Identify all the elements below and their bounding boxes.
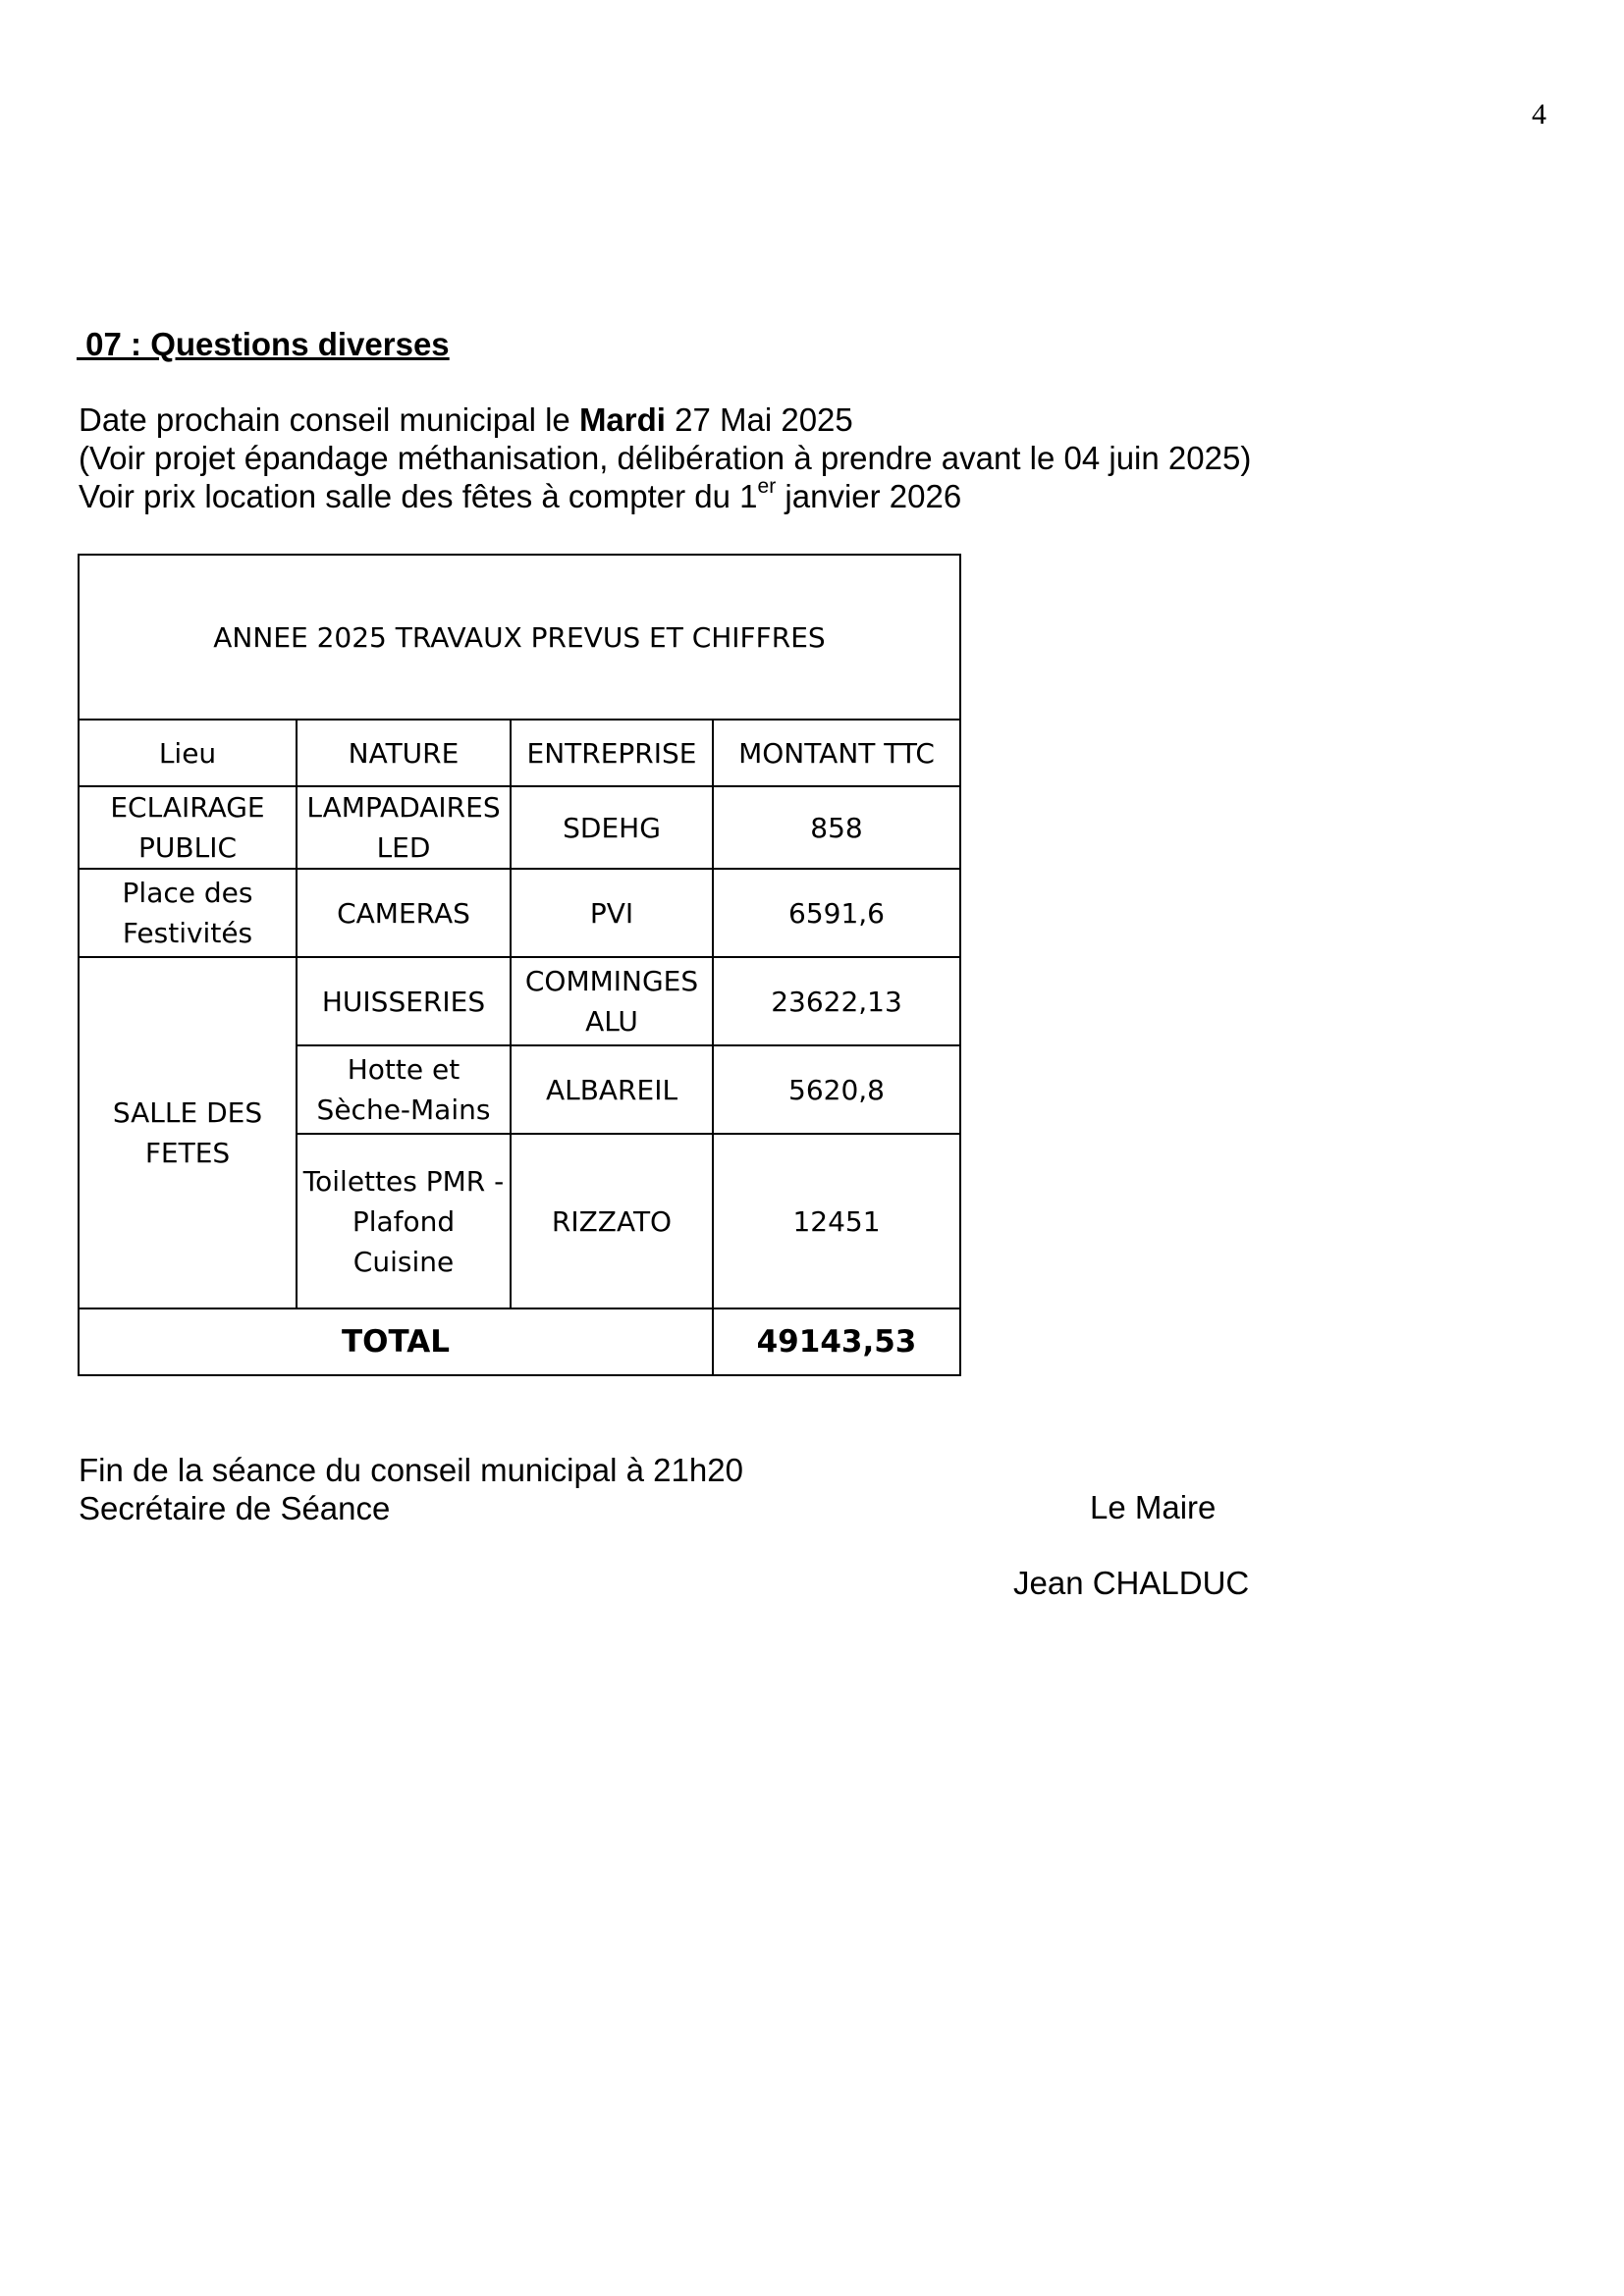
mayor-title: Le Maire	[1090, 1489, 1217, 1525]
cell-nature: CAMERAS	[297, 869, 511, 957]
cell-montant: 6591,6	[713, 869, 960, 957]
cell-lieu-merged: SALLE DES FETES	[79, 957, 297, 1308]
cell-nature: Hotte et Sèche-Mains	[297, 1045, 511, 1134]
next-meeting-date: 27 Mai 2025	[665, 401, 853, 438]
works-table	[78, 554, 961, 1376]
rental-prefix: Voir prix location salle des fêtes à compter du 1	[79, 478, 758, 514]
rental-superscript: er	[757, 475, 777, 498]
secretary-label: Secrétaire de Séance	[79, 1490, 391, 1526]
cell-nature: LAMPADAIRES LED	[297, 786, 511, 869]
cell-entreprise: RIZZATO	[511, 1134, 713, 1308]
table-row	[79, 957, 960, 1045]
cell-entreprise: PVI	[511, 869, 713, 957]
next-meeting-day: Mardi	[578, 401, 666, 438]
page-number: 4	[1532, 98, 1546, 131]
table-title: ANNEE 2025 TRAVAUX PREVUS ET CHIFFRES	[79, 555, 960, 720]
cell-nature: HUISSERIES	[297, 957, 511, 1045]
cell-lieu: ECLAIRAGE PUBLIC	[79, 786, 297, 869]
rental-note	[79, 477, 1251, 515]
total-value: 49143,53	[713, 1308, 960, 1375]
header-nature: NATURE	[297, 720, 511, 786]
table-title-row	[79, 555, 960, 720]
cell-entreprise: SDEHG	[511, 786, 713, 869]
next-meeting-prefix: Date prochain conseil municipal le	[79, 401, 579, 438]
footer	[79, 1451, 743, 1527]
table-row	[79, 869, 960, 957]
notes-paragraph	[79, 400, 1251, 515]
methanisation-note: (Voir projet épandage méthanisation, délibération à prendre avant le 04 juin 2025)	[79, 440, 1252, 476]
table-row	[79, 786, 960, 869]
mayor-name: Jean CHALDUC	[1013, 1565, 1250, 1601]
cell-entreprise: ALBAREIL	[511, 1045, 713, 1134]
cell-montant: 5620,8	[713, 1045, 960, 1134]
header-lieu: Lieu	[79, 720, 297, 786]
cell-nature: Toilettes PMR - Plafond Cuisine	[297, 1134, 511, 1308]
section-heading: 07 : Questions diverses	[77, 326, 450, 362]
cell-montant: 23622,13	[713, 957, 960, 1045]
total-label: TOTAL	[79, 1308, 713, 1375]
cell-montant: 858	[713, 786, 960, 869]
rental-suffix: janvier 2026	[776, 478, 962, 514]
next-meeting-line	[79, 400, 1251, 439]
cell-lieu: Place des Festivités	[79, 869, 297, 957]
end-of-session: Fin de la séance du conseil municipal à 21h20	[79, 1452, 743, 1488]
header-montant: MONTANT TTC	[713, 720, 960, 786]
cell-entreprise: COMMINGES ALU	[511, 957, 713, 1045]
table-header-row	[79, 720, 960, 786]
table-total-row	[79, 1308, 960, 1375]
cell-montant: 12451	[713, 1134, 960, 1308]
header-entreprise: ENTREPRISE	[511, 720, 713, 786]
